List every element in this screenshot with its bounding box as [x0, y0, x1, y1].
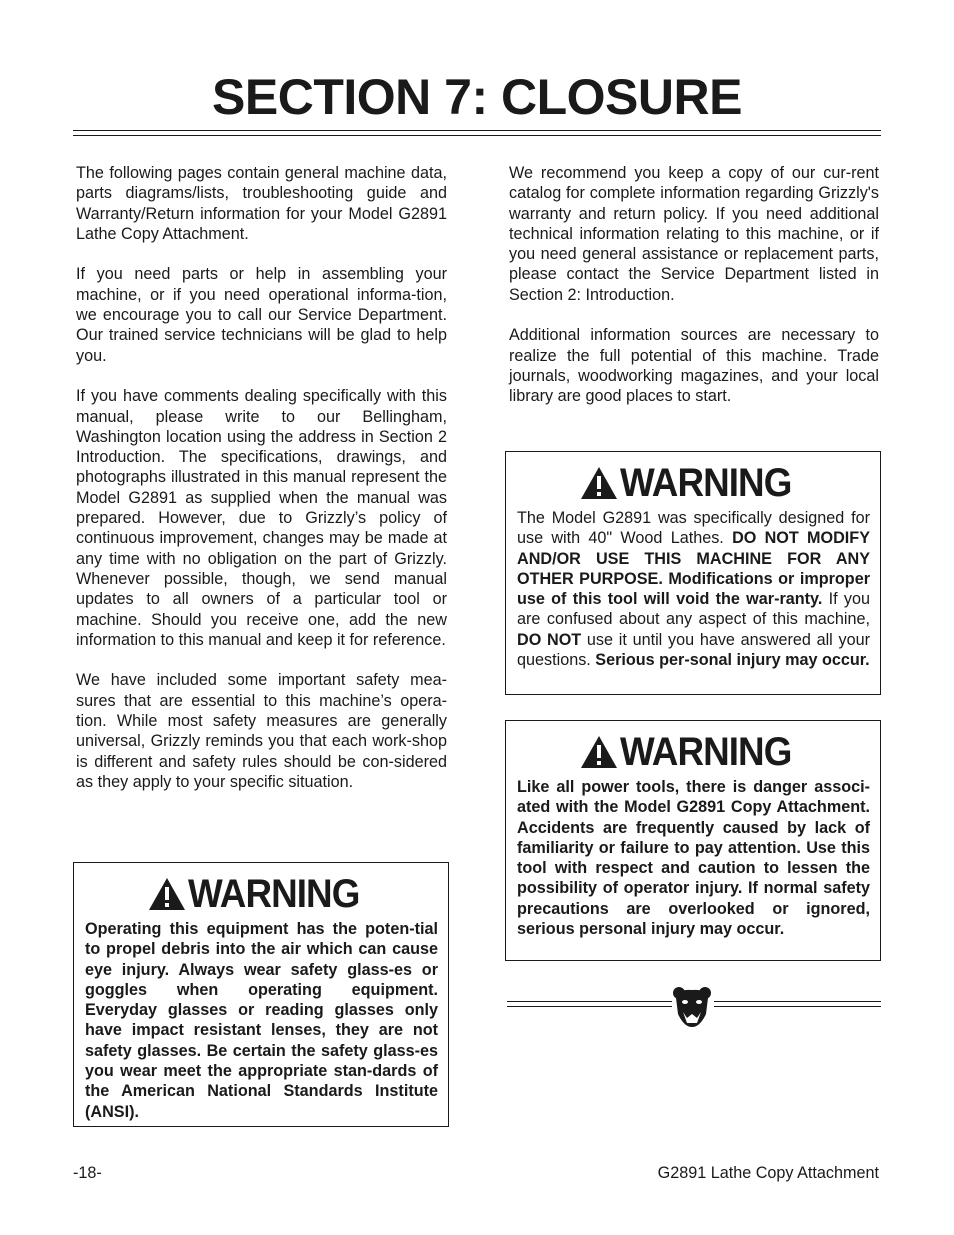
paragraph-manual-comments: If you have comments dealing specifically with this manual, please write to our Bellingham, Washington location using the address in Section 2 Introduction. The specifications, drawings, and photographs illustrated in this manual represent the Model G2891 as supplied when the manual was prepared. However, due to Grizzly’s policy of continuous improvement, changes may be made at any time with no obligation on the part of Grizzly. Whenever possible, though, we send manual updates to all owners of a particular tool or machine. Should you receive one, add the new information to this manual and keep it for reference. — [76, 387, 447, 649]
warning-box-eye-protection — [73, 862, 449, 1127]
warning-text — [506, 508, 880, 670]
warning-header — [74, 869, 448, 919]
title-rule — [73, 130, 881, 136]
warning-text-bold: Serious per-sonal injury may occur. — [595, 651, 870, 670]
warning-label: WARNING — [619, 730, 792, 774]
warning-label: WARNING — [187, 872, 360, 916]
left-column — [76, 163, 447, 813]
page-title: SECTION 7: CLOSURE — [212, 69, 742, 125]
warning-text-bold: DO NOT — [517, 630, 582, 649]
bear-logo-icon — [672, 986, 712, 1028]
warning-triangle-icon — [148, 877, 186, 911]
warning-text-part: The Model G2891 was specifically designed for use with 40" Wood Lathes. — [517, 509, 870, 548]
warning-box-power-tools — [505, 720, 881, 961]
warning-text: Like all power tools, there is danger associ-ated with the Model G2891 Copy Attachment. Accidents are frequently caused by lack of familiarity or failure to pay attention. Use this tool with respect and caution to lessen the possibility of operator injury. If normal safety precautions are overlooked or ignored, serious personal injury may occur. — [517, 778, 870, 939]
paragraph-parts-help: If you need parts or help in assembling your machine, or if you need operational informa-tion, we encourage you to call our Service Department. Our trained service technicians will be glad to help you. — [76, 265, 447, 365]
warning-text-bold: DO NOT MODIFY AND/OR USE THIS MACHINE FOR ANY OTHER PURPOSE. Modifications or improper use of this tool will void the war-ranty. — [517, 529, 870, 609]
warning-text-part: If you are confused about any aspect of this machine, — [517, 590, 871, 629]
warning-text: Operating this equipment has the poten-tial to propel debris into the air which can cause eye injury. Always wear safety glass-es or goggles when operating equipment. Everyday glasses or reading glasses only have impact resistant lenses, they are not safety glasses. Be certain the safety glass-es you wear meet the appropriate stan-dards of the American National Standards Institute (ANSI). — [85, 920, 438, 1121]
warning-text-part: use it until you have answered all your questions. — [517, 630, 870, 670]
warning-header — [506, 727, 880, 777]
right-column — [509, 163, 879, 427]
divider-line-right — [714, 1001, 881, 1007]
warning-triangle-icon — [580, 466, 618, 500]
footer-product-name: G2891 Lathe Copy Attachment — [657, 1164, 879, 1182]
divider-line-left — [507, 1001, 672, 1007]
warning-triangle-icon — [580, 735, 618, 769]
paragraph-catalog: We recommend you keep a copy of our cur-rent catalog for complete information regarding Grizzly's warranty and return policy. If you need additional technical information relating to this machine, or if you need general assistance or replacement parts, please contact the Service Department listed in Section 2: Introduction. — [509, 164, 879, 304]
warning-box-lathe-use — [505, 451, 881, 695]
paragraph-intro: The following pages contain general machine data, parts diagrams/lists, troubleshooting guide and Warranty/Return information for your Model G2891 Lathe Copy Attachment. — [76, 164, 447, 243]
paragraph-safety-measures: We have included some important safety mea-sures that are essential to this machine’s opera-tion. While most safety measures are generally universal, Grizzly reminds you that each work-shop is different and safety rules should be con-sidered as they apply to your specific situation. — [76, 671, 447, 791]
paragraph-info-sources: Additional information sources are necessary to realize the full potential of this machine. Trade journals, woodworking magazines, and your local library are good places to start. — [509, 326, 879, 406]
warning-header — [506, 458, 880, 508]
warning-label: WARNING — [619, 461, 792, 505]
page-number: -18- — [73, 1164, 102, 1182]
